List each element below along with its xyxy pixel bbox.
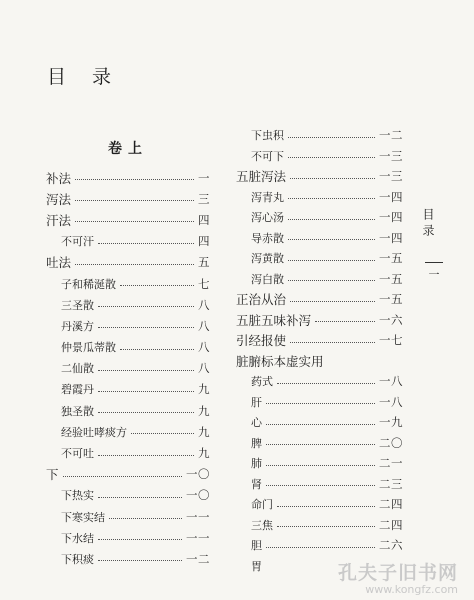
- toc-leader-dots: [288, 157, 375, 158]
- toc-entry-label: 子和稀涎散: [61, 277, 116, 291]
- toc-entry: [46, 231, 210, 252]
- toc-entry-label: 不可吐: [61, 447, 94, 461]
- toc-leader-dots: [290, 178, 375, 179]
- watermark-name: 孔夫子旧书网: [338, 562, 459, 584]
- toc-entry: [236, 125, 403, 146]
- toc-entry: [46, 167, 210, 188]
- toc-leader-dots: [266, 547, 375, 548]
- toc-entry-label: 下寒实结: [61, 510, 105, 524]
- toc-entry-label: 汗法: [46, 212, 72, 228]
- toc-leader-dots: [277, 526, 375, 527]
- toc-entry: [46, 548, 210, 569]
- toc-entry-label: 胆: [251, 539, 262, 553]
- toc-leader-dots: [120, 349, 194, 350]
- watermark-url: www.kongfz.com: [365, 583, 459, 596]
- toc-entry-page: 一三: [379, 169, 403, 184]
- toc-entry: [236, 310, 403, 331]
- watermark: [338, 558, 458, 596]
- toc-entry: [236, 330, 403, 351]
- toc-entry-page: 一七: [379, 333, 403, 348]
- toc-entry-label: 泻法: [46, 191, 72, 207]
- toc-entry-page: 八: [198, 297, 210, 312]
- toc-entry: [46, 527, 210, 548]
- toc-entry-page: 三: [198, 191, 210, 206]
- toc-entry-label: 不可下: [251, 149, 284, 163]
- toc-entry-page: 九: [198, 403, 210, 418]
- toc-leader-dots: [288, 198, 375, 199]
- toc-entry: [46, 400, 210, 421]
- toc-leader-dots: [120, 285, 194, 286]
- toc-leader-dots: [266, 485, 375, 486]
- toc-entry: [46, 379, 210, 400]
- toc-entry: [236, 146, 403, 167]
- toc-leader-dots: [131, 433, 194, 434]
- toc-entry: [46, 209, 210, 230]
- toc-entry-label: 导赤散: [251, 231, 284, 245]
- toc-entry: [236, 515, 403, 536]
- toc-entry-label: 引经报使: [236, 333, 287, 349]
- toc-entry: [46, 464, 210, 485]
- toc-leader-dots: [98, 560, 182, 561]
- toc-leader-dots: [98, 327, 194, 328]
- toc-leader-dots: [288, 260, 375, 261]
- toc-entry: [236, 371, 403, 392]
- toc-entry-label: 胃: [251, 559, 262, 573]
- page-title: 目 录: [47, 66, 122, 88]
- toc-leader-dots: [288, 239, 375, 240]
- toc-entry-page: 五: [198, 255, 210, 270]
- toc-entry-label: 泻青丸: [251, 190, 284, 204]
- toc-entry-page: 一八: [379, 374, 403, 389]
- toc-leader-dots: [109, 518, 182, 519]
- toc-entry-page: 一: [198, 170, 210, 185]
- toc-entry-page: 九: [198, 382, 210, 397]
- volume-title: 卷上: [108, 141, 148, 157]
- toc-entry: [236, 289, 403, 310]
- toc-entry-page: 一一: [186, 530, 210, 545]
- toc-entry: [236, 433, 403, 454]
- toc-entry-label: 下: [46, 467, 59, 483]
- toc-entry-page: 二四: [379, 517, 403, 532]
- toc-entry: [236, 535, 403, 556]
- toc-entry-page: 九: [198, 446, 210, 461]
- toc-leader-dots: [63, 476, 182, 477]
- toc-entry-label: 经验吐哮痰方: [61, 425, 127, 439]
- toc-leader-dots: [266, 403, 375, 404]
- toc-entry-page: 二〇: [379, 435, 403, 450]
- toc-entry-page: 四: [198, 212, 210, 227]
- toc-entry-page: 一一: [186, 509, 210, 524]
- toc-entry-page: 二六: [379, 538, 403, 553]
- toc-entry: [46, 188, 210, 209]
- toc-entry: [46, 273, 210, 294]
- toc-leader-dots: [75, 200, 194, 201]
- toc-entry: [236, 166, 403, 187]
- toc-leader-dots: [98, 391, 194, 392]
- toc-entry: [236, 392, 403, 413]
- toc-entry: [236, 207, 403, 228]
- toc-leader-dots: [315, 321, 375, 322]
- toc-entry-page: 二一: [379, 456, 403, 471]
- toc-entry-label: 肺: [251, 457, 262, 471]
- toc-entry-page: 一二: [379, 128, 403, 143]
- toc-entry-page: 一九: [379, 415, 403, 430]
- toc-entry-label: 二仙散: [61, 362, 94, 376]
- toc-entry-page: 一五: [379, 292, 403, 307]
- toc-entry-label: 脏腑标本虚实用: [236, 353, 324, 369]
- toc-leader-dots: [277, 383, 375, 384]
- toc-entry-label: 下水结: [61, 531, 94, 545]
- toc-entry-label: 泻白散: [251, 272, 284, 286]
- toc-entry-page: 八: [198, 318, 210, 333]
- toc-entry-label: 药式: [251, 375, 273, 389]
- toc-leader-dots: [290, 342, 375, 343]
- toc-leader-dots: [288, 137, 375, 138]
- toc-leader-dots: [98, 497, 182, 498]
- toc-entry-label: 下虫积: [251, 129, 284, 143]
- toc-entry-page: 一五: [379, 251, 403, 266]
- toc-entry: [46, 358, 210, 379]
- toc-entry-page: 四: [198, 234, 210, 249]
- toc-entry: [46, 337, 210, 358]
- toc-entry-label: 下积痰: [61, 552, 94, 566]
- toc-right-column: [236, 125, 403, 576]
- toc-entry-page: 一三: [379, 148, 403, 163]
- toc-leader-dots: [98, 412, 194, 413]
- toc-entry: [46, 315, 210, 336]
- toc-leader-dots: [266, 424, 375, 425]
- toc-entry-page: 二四: [379, 497, 403, 512]
- toc-entry-page: 一四: [379, 189, 403, 204]
- toc-entry-page: 一五: [379, 271, 403, 286]
- toc-leader-dots: [266, 465, 375, 466]
- toc-entry-label: 下热实: [61, 489, 94, 503]
- toc-entry-page: 九: [198, 424, 210, 439]
- toc-left-column: [46, 167, 210, 570]
- toc-entry-page: 一四: [379, 230, 403, 245]
- toc-entry-page: 一二: [186, 551, 210, 566]
- toc-entry-label: 脾: [251, 436, 262, 450]
- toc-entry-label: 吐法: [46, 255, 72, 271]
- toc-entry: [236, 494, 403, 515]
- toc-entry: [46, 421, 210, 442]
- toc-entry-label: 仲景瓜蒂散: [61, 341, 116, 355]
- page-number: 一: [428, 268, 440, 281]
- toc-entry-page: 二三: [379, 476, 403, 491]
- toc-entry-page: 八: [198, 340, 210, 355]
- toc-entry-label: 命门: [251, 498, 273, 512]
- toc-entry-label: 丹溪方: [61, 319, 94, 333]
- toc-leader-dots: [98, 539, 182, 540]
- toc-entry-label: 补法: [46, 170, 72, 186]
- toc-entry: [236, 453, 403, 474]
- toc-entry: [46, 294, 210, 315]
- toc-entry-page: 一六: [379, 312, 403, 327]
- toc-leader-dots: [290, 301, 375, 302]
- toc-leader-dots: [277, 506, 375, 507]
- toc-entry: [46, 442, 210, 463]
- toc-leader-dots: [288, 219, 375, 220]
- toc-entry: [46, 506, 210, 527]
- toc-leader-dots: [75, 264, 194, 265]
- toc-entry-label: 独圣散: [61, 404, 94, 418]
- toc-entry-label: 肝: [251, 395, 262, 409]
- toc-leader-dots: [266, 444, 375, 445]
- toc-entry-label: 三焦: [251, 518, 273, 532]
- toc-entry-label: 碧霞丹: [61, 383, 94, 397]
- toc-entry-page: 七: [198, 276, 210, 291]
- toc-entry: [236, 187, 403, 208]
- toc-leader-dots: [98, 455, 194, 456]
- toc-entry-label: 三圣散: [61, 298, 94, 312]
- running-head-title: 目 录: [421, 208, 435, 236]
- toc-entry: [46, 485, 210, 506]
- toc-entry: [46, 252, 210, 273]
- toc-entry-page: 八: [198, 361, 210, 376]
- toc-entry: [236, 269, 403, 290]
- toc-leader-dots: [98, 243, 194, 244]
- toc-entry-label: 五脏泻法: [236, 169, 287, 185]
- toc-entry-page: 一四: [379, 210, 403, 225]
- toc-leader-dots: [98, 306, 194, 307]
- toc-entry-page: 一八: [379, 394, 403, 409]
- toc-entry-label: 不可汗: [61, 235, 94, 249]
- toc-entry-label: 泻黄散: [251, 252, 284, 266]
- toc-entry-page: 一〇: [186, 467, 210, 482]
- toc-entry: [236, 412, 403, 433]
- toc-entry-page: 一〇: [186, 488, 210, 503]
- toc-leader-dots: [75, 179, 194, 180]
- toc-entry-label: 肾: [251, 477, 262, 491]
- toc-entry: [236, 351, 403, 372]
- toc-entry: [236, 228, 403, 249]
- toc-leader-dots: [75, 221, 194, 222]
- toc-leader-dots: [98, 370, 194, 371]
- toc-entry-label: 心: [251, 416, 262, 430]
- toc-entry-label: 正治从治: [236, 292, 287, 308]
- running-head-rule: [425, 262, 443, 263]
- toc-entry-label: 泻心汤: [251, 211, 284, 225]
- toc-entry-label: 五脏五味补泻: [236, 312, 312, 328]
- toc-leader-dots: [288, 280, 375, 281]
- toc-entry: [236, 474, 403, 495]
- toc-entry: [236, 248, 403, 269]
